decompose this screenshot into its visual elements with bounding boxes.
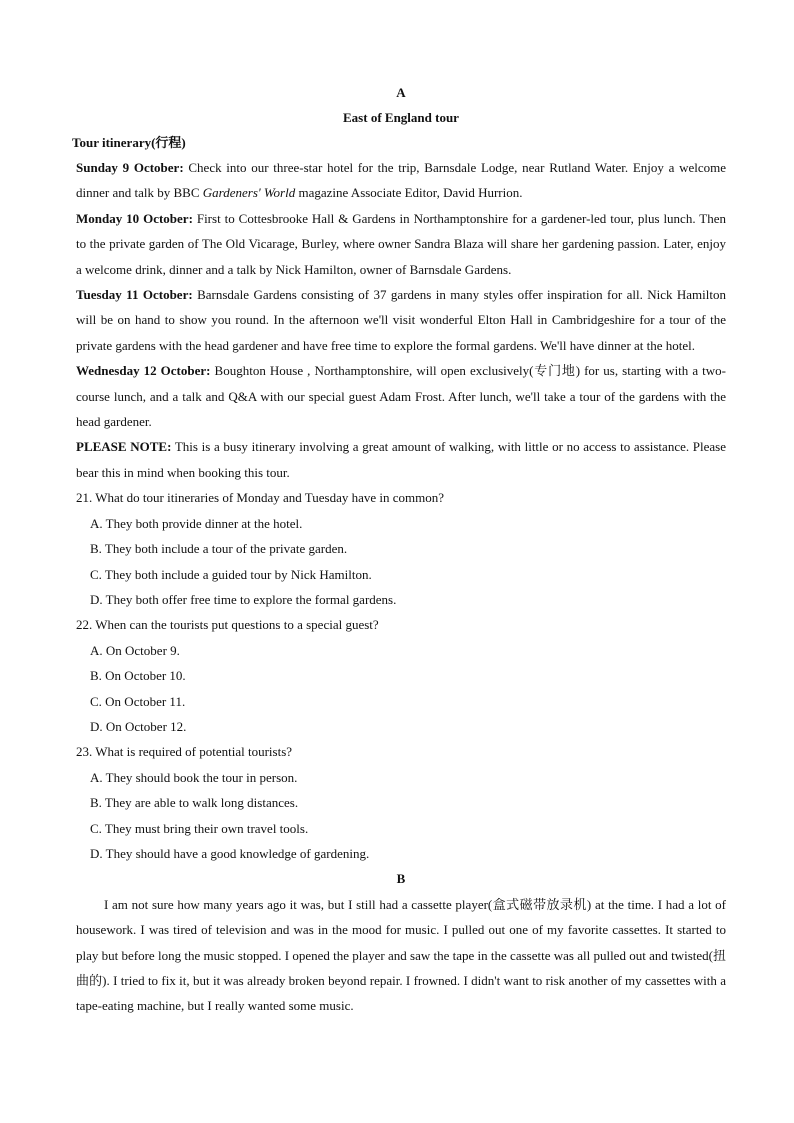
option-c: C. They both include a guided tour by Nick Hamilton.	[90, 566, 372, 582]
passage-b-paragraph: I am not sure how many years ago it was, but I still had a cassette player(盒式磁带放录机) at the time. I had a lot of housework. I was tired of television and was in the mood for music. I pulled out one of my favorite cassettes. It started to play but before long the music stopped. I opened the player and saw the tape in the cassette was all pulled out and twisted(扭曲的). I tried to fix it, but it was already broken beyond repair. I frowned. I didn't want to risk another of my cassettes with a tape-eating machine, but I really wanted some music.	[76, 896, 726, 1014]
day-label: Monday 10 October:	[76, 210, 193, 226]
day-label: Wednesday 12 October:	[76, 363, 211, 379]
day-text: Boughton House , Northamptonshire, will open exclusively(专门地) for us, starting with a two-course lunch, and a talk and Q&A with our special guest Adam Frost. After lunch, we'll take a tour of the gardens with the head gardener.	[76, 363, 727, 430]
passage-a-letter: A	[396, 85, 406, 100]
option-b: B. On October 10.	[90, 668, 186, 684]
option-d: D. They both offer free time to explore the formal gardens.	[90, 591, 397, 607]
question-stem: 23. What is required of potential tourists?	[76, 744, 293, 760]
option-a: A. They should book the tour in person.	[90, 769, 298, 785]
passage-a-title: East of England tour	[343, 110, 459, 125]
itinerary-heading: Tour itinerary(行程)	[72, 135, 186, 150]
option-d: D. On October 12.	[90, 718, 187, 734]
document-content	[72, 80, 727, 1019]
option-c: C. On October 11.	[90, 693, 186, 709]
itinerary-wednesday	[76, 358, 726, 434]
itinerary-monday	[76, 206, 726, 282]
day-text: First to Cottesbrooke Hall & Gardens in Northamptonshire for a gardener-led tour, plus lunch. Then to the private garden of The Old Vicarage, Burley, where owner Sandra Blaza will share her gardening passion. Later, enjoy a welcome drink, dinner and a talk by Nick Hamilton, owner of Barnsdale Gardens.	[76, 210, 726, 277]
option-b: B. They are able to walk long distances.	[90, 795, 299, 811]
question-stem: 22. When can the tourists put questions to a special guest?	[76, 617, 379, 633]
question-stem: 21. What do tour itineraries of Monday and Tuesday have in common?	[76, 490, 445, 506]
option-b: B. They both include a tour of the private garden.	[90, 541, 348, 557]
magazine-title: Gardeners' World	[202, 185, 296, 201]
day-label: Sunday 9 October:	[76, 160, 184, 175]
day-text: Check into our three-star hotel for the trip, Barnsdale Lodge, near Rutland Water. Enjoy a welcome dinner and talk by BBC	[76, 160, 726, 201]
day-text: Barnsdale Gardens consisting of 37 gardens in many styles offer inspiration for all. Nick Hamilton will be on hand to show you round. In the afternoon we'll visit wonderful Elton Hall in Cambridgeshire for a tour of the private gardens with the head gardener and have free time to explore the formal gardens. We'll have dinner at the hotel.	[76, 287, 726, 353]
day-text-end: magazine Associate Editor, David Hurrion.	[295, 185, 523, 201]
itinerary-tuesday	[76, 282, 726, 358]
option-a: A. They both provide dinner at the hotel.	[90, 515, 303, 531]
note-label: PLEASE NOTE:	[76, 439, 172, 455]
note-text: This is a busy itinerary involving a great amount of walking, with little or no access to assistance. Please bear this in mind when booking this tour.	[76, 439, 726, 480]
option-c: C. They must bring their own travel tools.	[90, 820, 309, 836]
option-a: A. On October 9.	[90, 642, 180, 658]
day-label: Tuesday 11 October:	[76, 287, 193, 303]
question-22	[76, 612, 726, 739]
question-21	[76, 485, 726, 612]
option-d: D. They should have a good knowledge of gardening.	[90, 845, 370, 861]
itinerary-note	[76, 434, 726, 485]
passage-b-letter: B	[396, 871, 406, 887]
question-23	[76, 739, 726, 866]
itinerary-sunday	[76, 155, 726, 206]
